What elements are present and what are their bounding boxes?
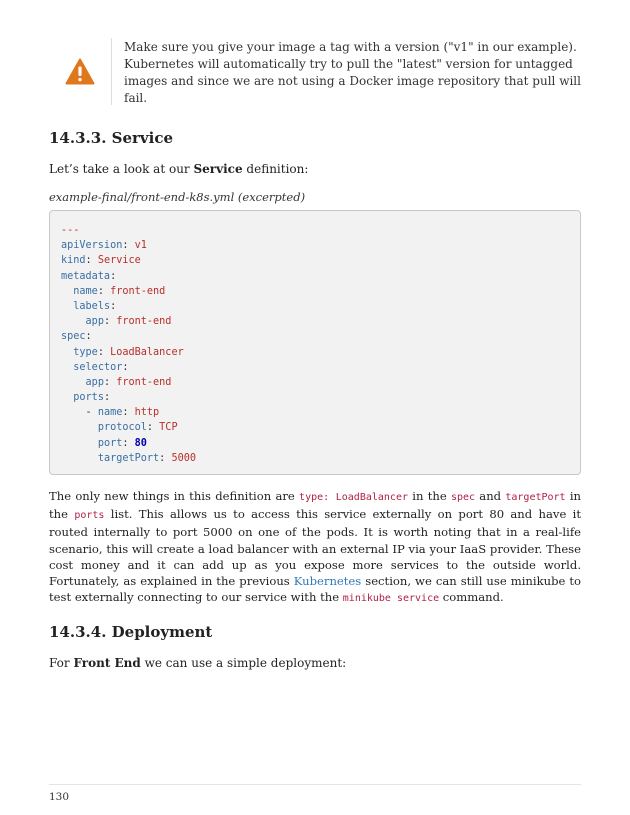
code-line: app: front-end [85,376,172,388]
warning-icon [65,58,95,85]
code-block [49,210,581,475]
code-line: spec: [61,331,92,343]
deployment-intro: For Front End we can use a simple deployment: [49,656,347,671]
page-content [49,36,581,671]
footer-divider [49,784,581,785]
inline-code: type: LoadBalancer [299,492,408,503]
code-line: ports: [73,392,111,404]
code-line: - name: http [85,407,160,419]
explanation-paragraph: The only new things in this definition are type: LoadBalancer in the spec and targetPort in the ports list. This allows us to access this service externally on port 80 and have it routed internally to port 5000 on one of the pods. It is worth noting that in a real-life scenario, this will create a load balancer with an external IP via your IaaS provider. These cost money and it can add up as you expose more services to the outside world. Fortunately, as explained in the previous Kubernetes section, we can still use minikube to test externally connecting to our service with the minikube service command. [49,489,582,605]
deployment-heading: 14.3.4. Deployment [49,623,213,642]
page-number: 130 [49,791,70,803]
inline-code: spec [450,492,476,503]
service-intro-bold: Service [193,162,243,176]
code-line: name: front-end [73,285,166,297]
service-intro-text-end: definition: [242,162,309,176]
code-line: metadata: [61,270,117,282]
code-line: targetPort: 5000 [97,452,196,464]
code-caption: example-final/front-end-k8s.yml (excerpted) [49,190,306,204]
warning-icon-container [49,36,111,107]
admonition-divider [111,38,112,105]
inline-code: ports [74,510,105,522]
code-line: apiVersion: v1 [61,240,147,252]
code-line: labels: [73,300,117,312]
service-heading: 14.3.3. Service [49,129,174,147]
code-line: selector: [73,361,129,373]
inline-code: minikube service [342,593,440,605]
service-intro-text: Let’s take a look at our [49,162,194,176]
code-line: port: 80 [97,437,147,449]
warning-text: Make sure you give your image a tag with a version ("v1" in our example). Kubernetes will automatically try to pull the "latest" version for untagged images and since we are not using a Docker image repository that pull will fail. [124,40,581,105]
code-line: protocol: TCP [97,422,178,434]
inline-code: targetPort [505,492,566,503]
code-line: type: LoadBalancer [73,346,184,358]
service-intro [49,161,581,177]
code-line: app: front-end [85,316,172,328]
code-line: --- [61,225,80,236]
deployment-intro-bold: Front End [73,656,141,671]
kubernetes-link[interactable]: Kubernetes [293,574,362,589]
warning-admonition [49,36,581,107]
code-line: kind: Service [61,255,141,267]
